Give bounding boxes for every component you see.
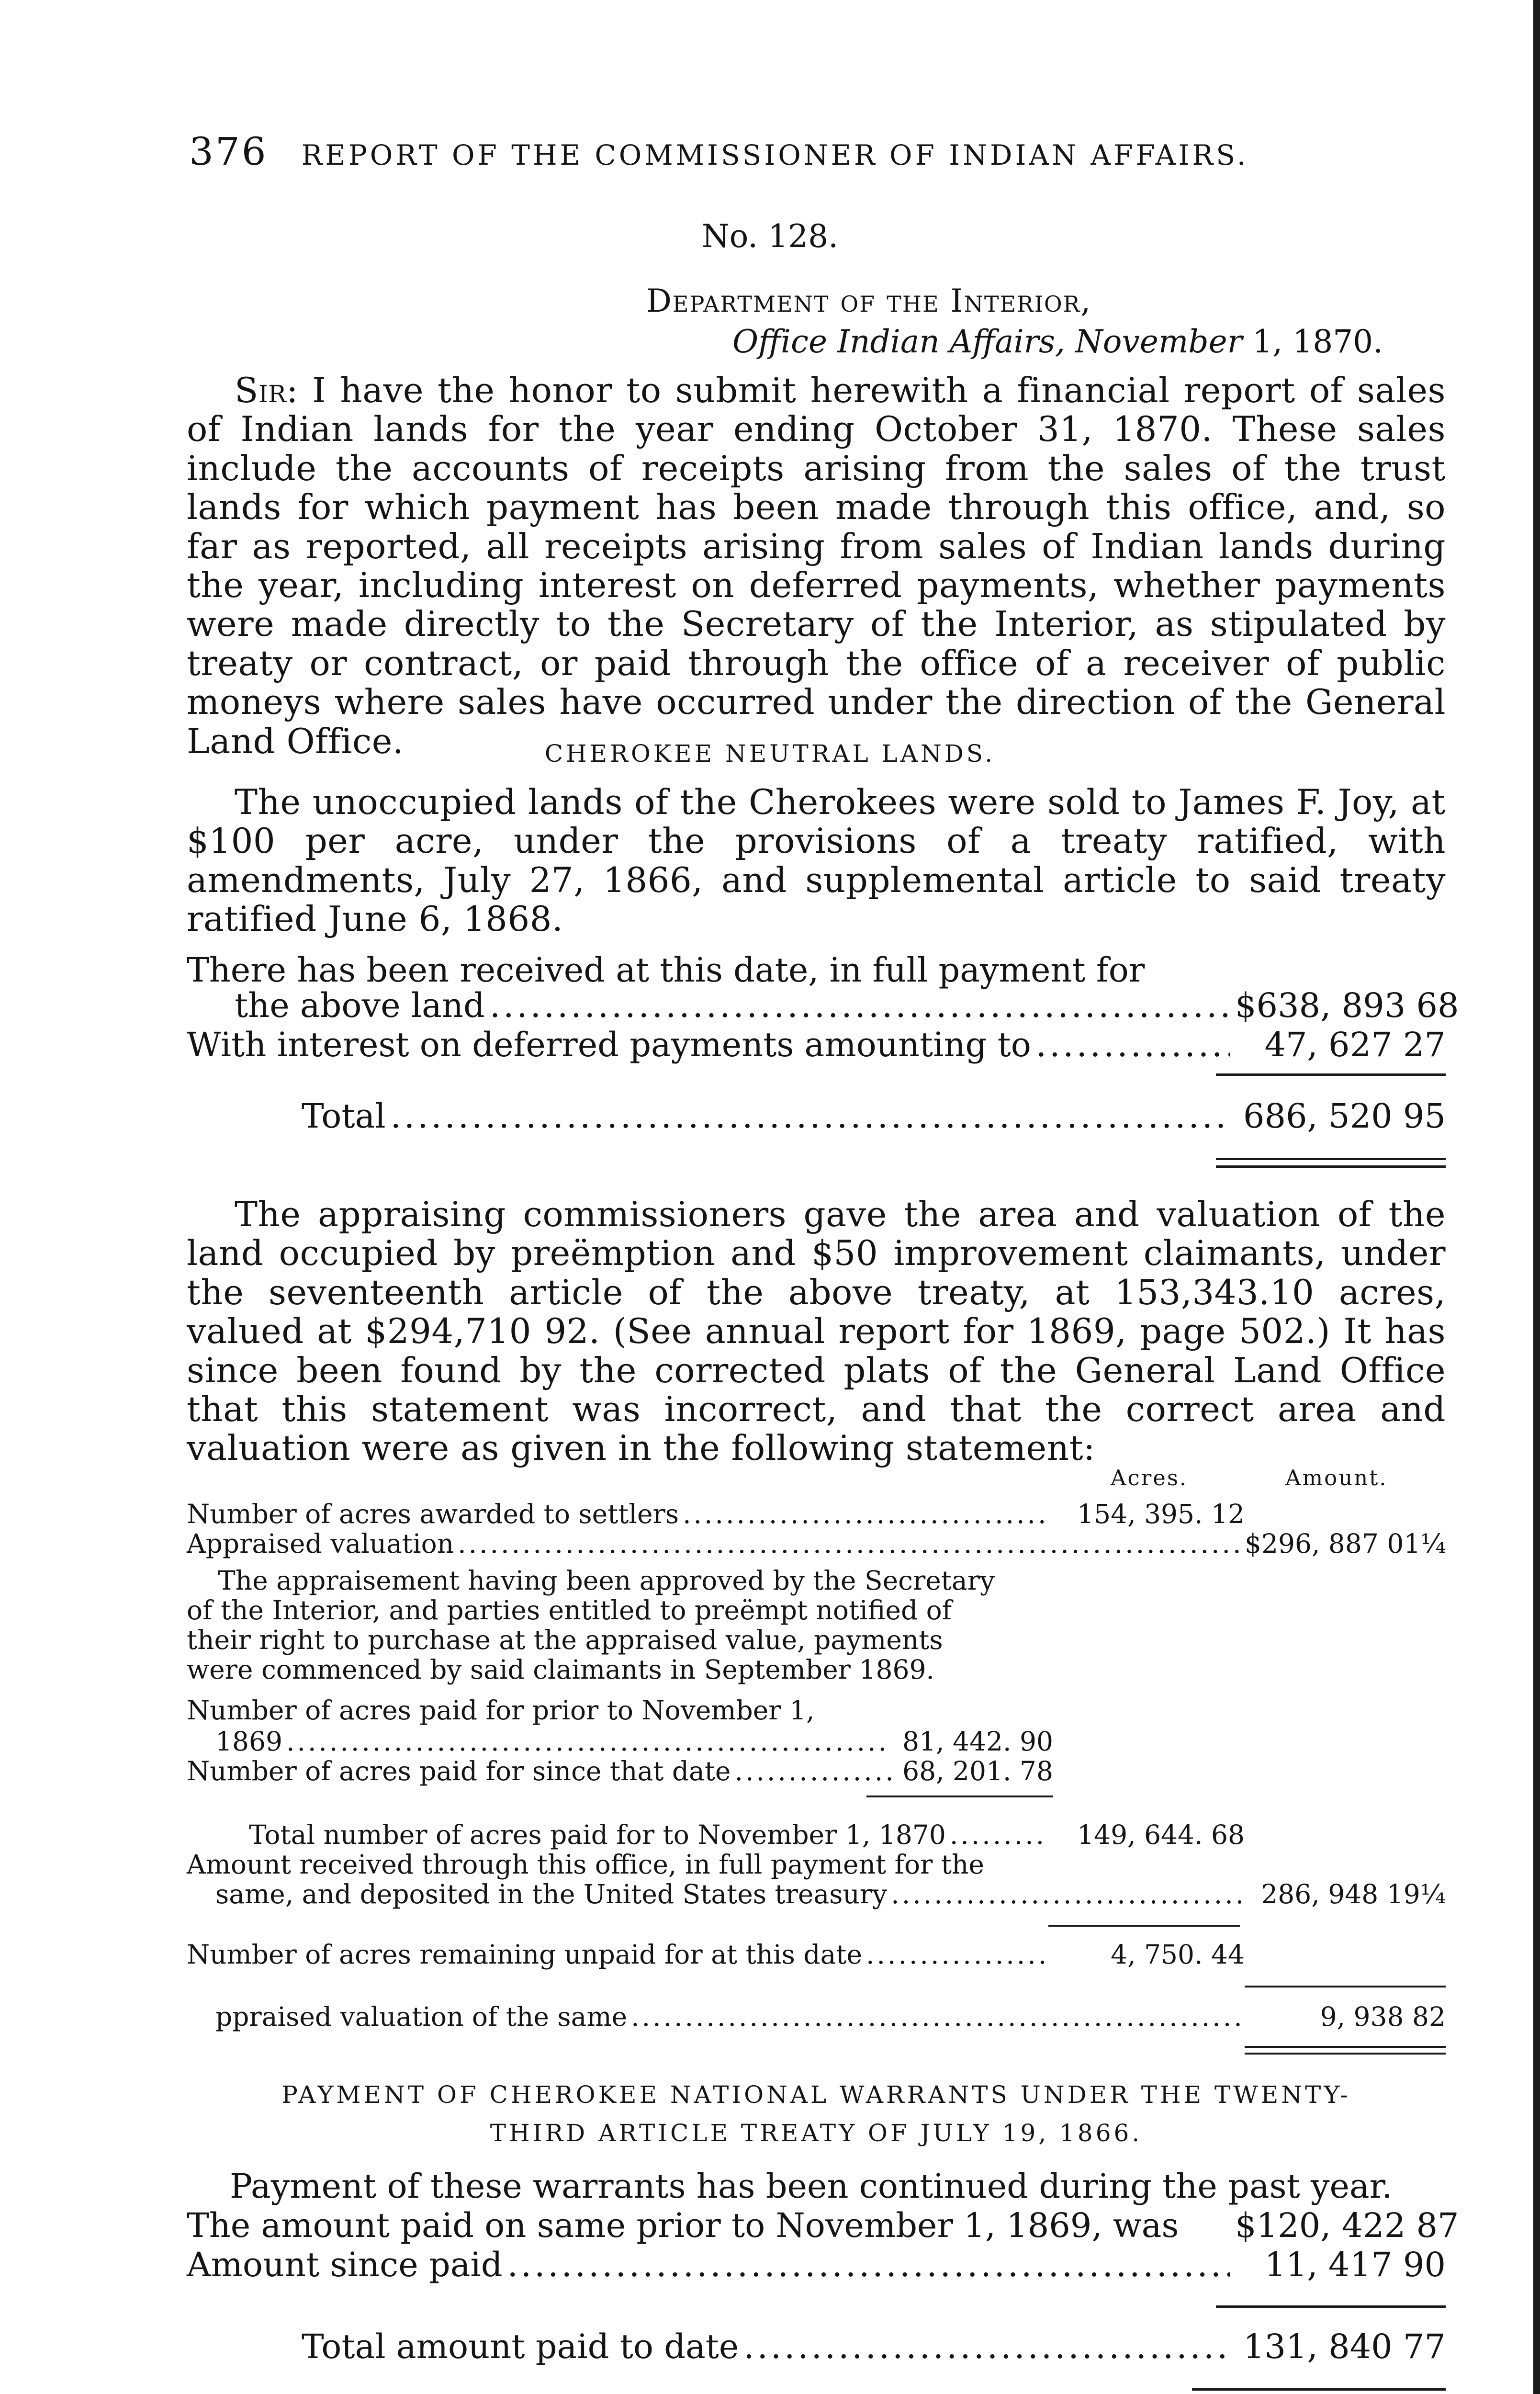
subtotal-rule	[866, 1796, 1053, 1797]
warrants-total-label: Total amount paid to date	[302, 2327, 739, 2366]
interest-amount: 47, 627 27	[1264, 1025, 1446, 1064]
received-line-1: There has been received at this date, in full payment for	[187, 950, 1145, 990]
dot-leader	[950, 1819, 1045, 1850]
row-remaining-value	[187, 2001, 1446, 2032]
approval-note	[187, 1565, 995, 1685]
dot-leader	[391, 1096, 1230, 1136]
double-rule-top	[1245, 2046, 1446, 2048]
document-number: No. 128.	[701, 218, 839, 255]
received-amount: $638, 893 68	[1235, 986, 1459, 1025]
acres-rule	[1048, 1925, 1240, 1927]
department-line: Department of the Interior,	[646, 282, 1092, 319]
sales-total	[187, 1096, 1446, 1136]
appraised-label: Appraised valuation	[187, 1528, 454, 1559]
dot-leader	[734, 1756, 891, 1786]
received-label-2: same, and deposited in the United States treasury	[215, 1879, 888, 1909]
double-rule-bottom	[1245, 2053, 1446, 2055]
warrants-prior-row	[187, 2206, 1459, 2245]
double-rule-top	[1192, 2388, 1446, 2391]
row-total-paid	[187, 1819, 1446, 1850]
row-remaining	[187, 1939, 1446, 1970]
dot-leader	[631, 2001, 1241, 2032]
warrants-total-row	[187, 2327, 1446, 2366]
salutation: Sir	[235, 370, 287, 410]
approval-line: of the Interior, and parties entitled to preëmpt notified of	[187, 1595, 952, 1626]
warrants-continued-row	[187, 2167, 1446, 2206]
dot-leader	[866, 1939, 1045, 1970]
row-received	[187, 1879, 1446, 1909]
received-label-1: Amount received through this office, in full payment for the	[187, 1849, 984, 1880]
since-acres: 68, 201. 78	[902, 1756, 1053, 1786]
column-header-amount: Amount.	[1285, 1465, 1388, 1491]
sum-rule	[1216, 2305, 1446, 2308]
approval-line: The appraisement having been approved by the Secretary	[218, 1565, 995, 1596]
row-appraised	[187, 1528, 1446, 1559]
remaining-acres: 4, 750. 44	[1111, 1939, 1245, 1970]
running-title: REPORT OF THE COMMISSIONER OF INDIAN AFFAIRS.	[301, 139, 1249, 171]
dot-leader	[743, 2327, 1230, 2366]
ledger-row-received-intro	[187, 950, 1446, 990]
remaining-value-amount: 9, 938 82	[1320, 2001, 1446, 2032]
double-rule-top	[1216, 1158, 1446, 1160]
sum-rule	[1216, 1073, 1446, 1076]
awarded-label: Number of acres awarded to settlers	[187, 1499, 679, 1529]
since-label: Number of acres paid for since that date	[187, 1756, 731, 1786]
warrants-prior-label: The amount paid on same prior to November 1, 1869, was	[187, 2206, 1179, 2245]
office-date-line	[732, 323, 1383, 360]
total-paid-acres: 149, 644. 68	[1077, 1819, 1245, 1850]
warrants-since-label: Amount since paid	[187, 2245, 503, 2284]
awarded-acres: 154, 395. 12	[1077, 1499, 1245, 1529]
dot-leader	[683, 1499, 1045, 1529]
warrants-continued: Payment of these warrants has been continued during the past year.	[230, 2167, 1393, 2206]
warrants-heading-line-1: PAYMENT OF CHEROKEE NATIONAL WARRANTS UNDER THE TWENTY-	[281, 2081, 1351, 2109]
appraised-amount: $296, 887 01¼	[1245, 1528, 1446, 1559]
dot-leader	[507, 2245, 1230, 2284]
warrants-since-amount: 11, 417 90	[1264, 2245, 1446, 2284]
approval-line: their right to purchase at the appraised value, payments	[187, 1625, 943, 1655]
warrants-prior-amount: $120, 422 87	[1235, 2206, 1459, 2245]
column-header-acres: Acres.	[1111, 1465, 1188, 1491]
office-italic: Office Indian Affairs, November	[732, 323, 1243, 360]
prior-label-1: Number of acres paid for prior to November 1,	[187, 1695, 815, 1726]
prior-acres: 81, 442. 90	[902, 1726, 1053, 1757]
received-line-2: the above land	[235, 986, 485, 1025]
section-heading-warrants	[187, 2076, 1446, 2152]
total-amount: 686, 520 95	[1243, 1096, 1446, 1136]
ledger-row-received	[187, 986, 1459, 1025]
dot-leader	[1036, 1025, 1230, 1064]
row-since	[187, 1756, 1053, 1786]
approval-line: were commenced by said claimants in September 1869.	[187, 1654, 934, 1685]
dot-leader	[458, 1528, 1241, 1559]
received-amount: 286, 948 19¼	[1261, 1879, 1446, 1909]
warrants-total	[187, 2327, 1446, 2366]
row-prior	[187, 1726, 1053, 1757]
warrants-total-amount: 131, 840 77	[1243, 2327, 1446, 2366]
total-paid-label: Total number of acres paid for to November 1, 1870	[249, 1819, 946, 1850]
ledger-row-total	[187, 1096, 1446, 1136]
running-header	[189, 129, 1435, 174]
page-number: 376	[189, 129, 268, 174]
cherokee-para2-text: The appraising commissioners gave the area and valuation of the land occupied by preëmption and $50 improvement claimants, under the seventeenth article of the above treaty, at 153,343.10 acres, valued at $294,710 92. (See annual report for 1869, page 502.) It has since been found by the corrected plats of the General Land Office that this statement was incorrect, and that the correct area and valuation were as given in the following statement:	[187, 1194, 1446, 1468]
warrants-since-row	[187, 2245, 1446, 2284]
cherokee-paragraph-2	[187, 1195, 1446, 1468]
warrants-ledger	[187, 2167, 1459, 2284]
dot-leader	[891, 1879, 1241, 1909]
interest-label: With interest on deferred payments amounting to	[187, 1025, 1031, 1064]
double-rule-bottom	[1216, 1165, 1446, 1168]
dot-leader	[286, 1726, 891, 1757]
dot-leader	[490, 986, 1230, 1025]
section-heading-cherokee: CHEROKEE NEUTRAL LANDS.	[544, 740, 996, 768]
total-label: Total	[302, 1096, 386, 1136]
cherokee-para1-text: The unoccupied lands of the Cherokees were sold to James F. Joy, at $100 per acre, under the provisions of a treaty ratified, with amendments, July 27, 1866, and supplemental article to said treaty ratified June 6, 1868.	[187, 782, 1446, 939]
remaining-label: Number of acres remaining unpaid for at this date	[187, 1939, 863, 1970]
cherokee-paragraph-1	[187, 783, 1446, 939]
remaining-value-label: ppraised valuation of the same	[215, 2001, 628, 2032]
sales-ledger	[187, 950, 1459, 1064]
date-rest: 1, 1870.	[1242, 323, 1383, 360]
intro-paragraph	[187, 371, 1446, 761]
intro-text: : I have the honor to submit herewith a financial report of sales of Indian lands for the year ending October 31, 1870. These sales include the accounts of receipts arising from the sales of the trust lands for which payment has been made through this office, and, so far as reported, all receipts arising from sales of Indian lands during the year, including interest on deferred payments, whether payments were made directly to the Secretary of the Interior, as stipulated by treaty or contract, or paid through the office of a receiver of public moneys where sales have occurred under the direction of the General Land Office.	[187, 370, 1446, 761]
warrants-heading-line-2: THIRD ARTICLE TREATY OF JULY 19, 1866.	[490, 2119, 1143, 2147]
amount-rule	[1245, 1986, 1446, 1987]
prior-label-2: 1869	[215, 1726, 282, 1757]
ledger-row-interest	[187, 1025, 1446, 1064]
row-awarded	[187, 1499, 1446, 1529]
